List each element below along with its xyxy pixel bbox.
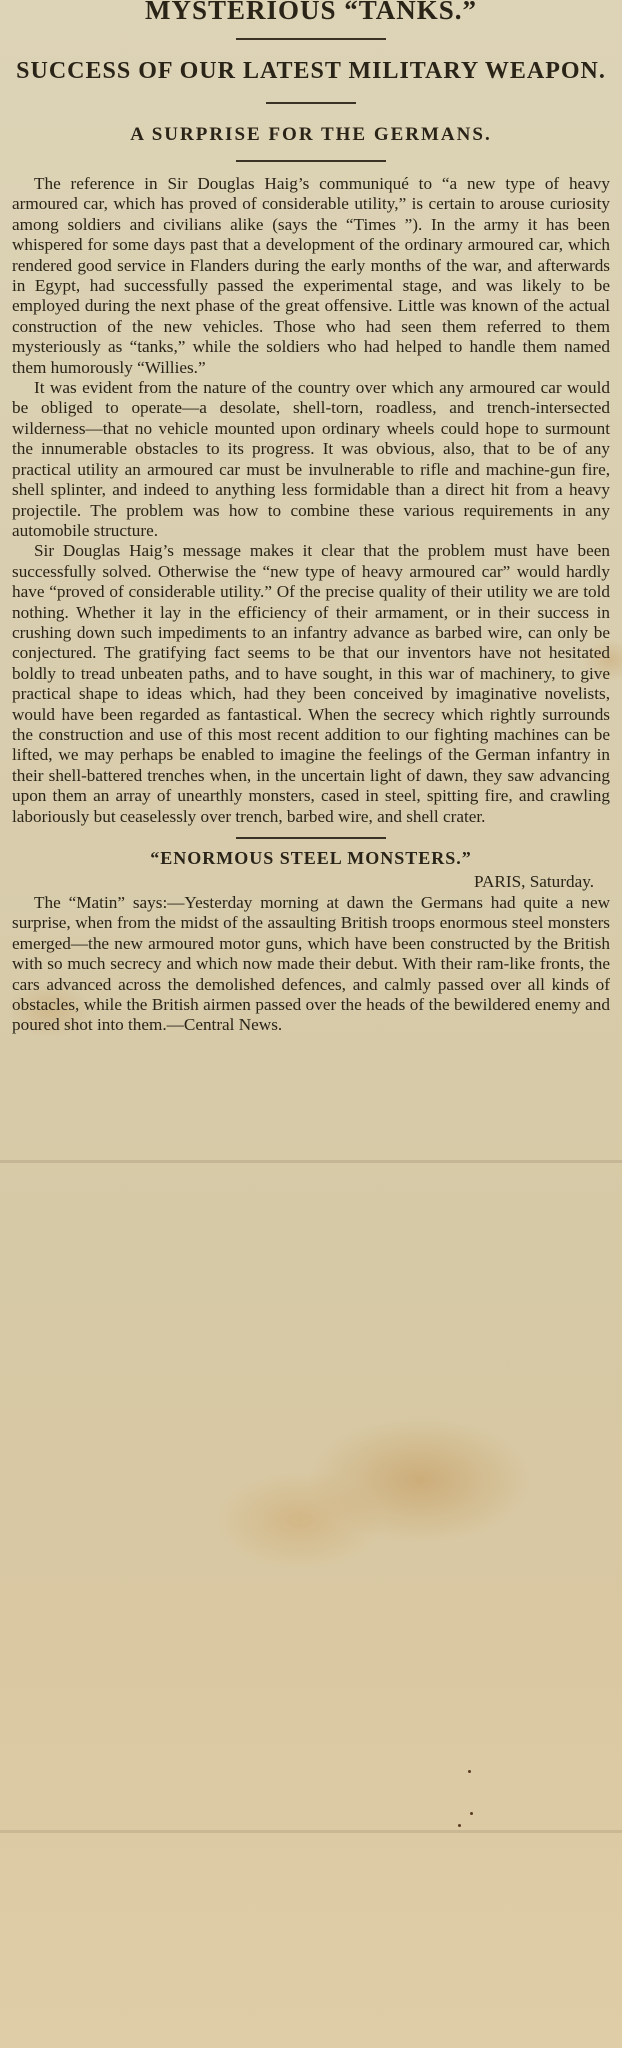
dateline: PARIS, Saturday. — [473, 872, 594, 891]
section-rule — [236, 160, 386, 162]
subheadline-rule — [266, 102, 356, 104]
paragraph-1: The reference in Sir Douglas Haig’s communiqué to “a new type of heavy armoured car, which has proved of considerable utility,” is certain to arouse curiosity among soldiers and civilians alike (says the “Times ”). In the army it has been whispered for some days past that a development of the ordinary armoured car, which rendered good service in Flanders during the early months of the war, and afterwards in Egypt, had successfully passed the experimental stage, and was likely to be employed during the next phase of the great offensive. Little was known of the actual construction of the new vehicles. Those who had seen them referred to them mysteriously as “tanks,” while the soldiers who had helped to handle them named them humorously “Willies.” — [12, 174, 610, 377]
fold-crease — [0, 1830, 622, 1833]
section-heading: A SURPRISE FOR THE GERMANS. — [130, 124, 492, 145]
second-heading: “ENORMOUS STEEL MONSTERS.” — [150, 848, 472, 868]
paragraph-3: Sir Douglas Haig’s message makes it clear that the problem must have been successfully solved. Otherwise the “new type of heavy armoured car” would hardly have “proved of considerable utility.” Of the precise quality of their utility we are told nothing. Whether it lay in the efficiency of their armament, or in their success in crushing down such impediments to an infantry advance as barbed wire, can only be conjectured. The gratifying fact seems to be that our inventors have not hesitated boldly to tread unbeaten paths, and to have sought, in this war of machinery, to give practical shape to ideas which, had they been conceived by imaginative novelists, would have been regarded as fantastical. When the secrecy which rightly surrounds the construction and use of this most recent addition to our fighting machines can be lifted, we may perhaps be enabled to imagine the feelings of the German infantry in their shell-battered trenches when, in the uncertain light of dawn, they saw advancing upon them an array of unearthly monsters, cased in steel, spitting fire, and crawling laboriously but ceaselessly over trench, barbed wire, and shell crater. — [12, 541, 610, 826]
paragraph-2: It was evident from the nature of the country over which any armoured car would be obliged to operate—a desolate, shell-torn, roadless, and trench-intersected wilderness—that no vehicle mounted upon ordinary wheels could hope to surmount the innumerable obstacles to its progress. It was obvious, also, that to be of any practical utility an armoured car must be invulnerable to rifle and machine-gun fire, shell splinter, and indeed to anything less formidable than a direct hit from a heavy projectile. The problem was how to combine these various requirements in any automobile structure. — [12, 378, 610, 540]
headline: MYSTERIOUS “TANKS.” — [144, 0, 478, 25]
article-column — [12, 0, 610, 1036]
ink-speck — [470, 1812, 473, 1815]
final-paragraph: The “Matin” says:—Yesterday morning at dawn the Germans had quite a new surprise, when from the midst of the assaulting British troops enormous steel monsters emerged—the new armoured motor guns, which have been constructed by the British with so much secrecy and which now made their debut. With their ram-like fronts, the cars advanced across the demolished defences, and calmly passed over all kinds of obstacles, while the British airmen passed over the heads of the bewildered enemy and poured shot into them.—Central News. — [12, 893, 610, 1035]
ink-speck — [458, 1824, 461, 1827]
second-section-rule — [236, 837, 386, 839]
ink-speck — [468, 1770, 471, 1773]
headline-rule — [236, 38, 386, 40]
fold-crease — [0, 1160, 622, 1163]
subheadline: SUCCESS OF OUR LATEST MILITARY WEAPON. — [16, 58, 606, 84]
